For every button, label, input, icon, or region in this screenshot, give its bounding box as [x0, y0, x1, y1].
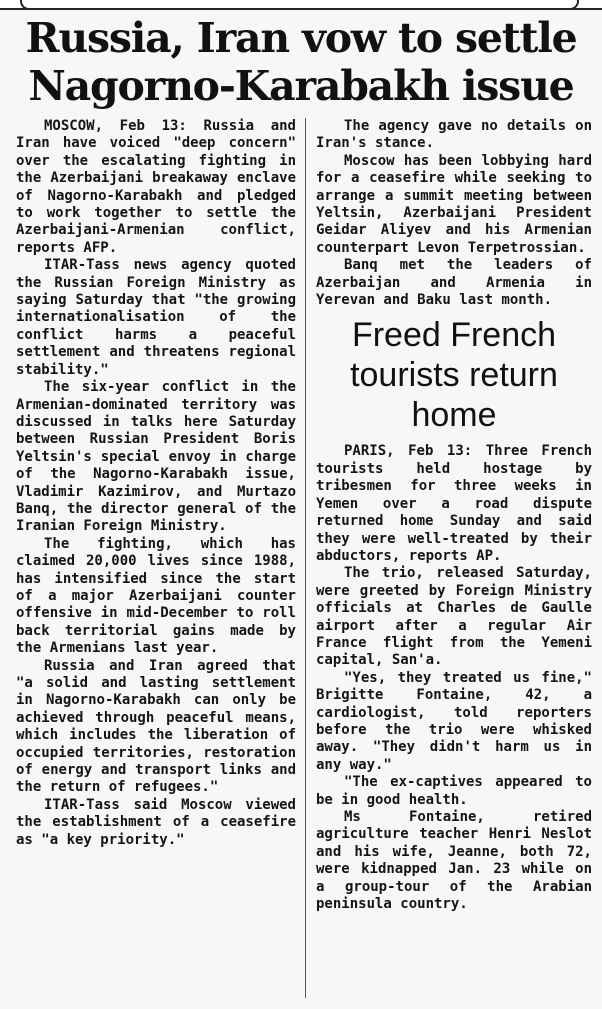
- article-paragraph: Russia and Iran agreed that "a solid and lasting settlement in Nagorno-Karabakh can only be achieved through peaceful means, which includes the liberation of occupied territories, restoration of energy and transport links and the return of refugees.": [16, 657, 296, 796]
- article-paragraph: The six-year conflict in the Armenian-dominated territory was discussed in talks here Saturday between Russian President Boris Yeltsin's special envoy in charge of the Nagorno-Karabakh issue, Vladimir Kazimirov, and Murtazo Banq, the director general of the Iranian Foreign Ministry.: [16, 379, 296, 535]
- article-paragraph: The agency gave no details on Iran's stance.: [316, 118, 592, 152]
- article-paragraph: PARIS, Feb 13: Three French tourists held hostage by tribesmen for three weeks in Yemen over a road dispute returned home Sunday and said they were well-treated by their abductors, reports AP.: [316, 443, 592, 564]
- sub-headline-line-3: home: [411, 396, 497, 435]
- left-column: [16, 118, 296, 849]
- right-column: [316, 118, 592, 913]
- article-paragraph: Banq met the leaders of Azerbaijan and Armenia in Yerevan and Baku last month.: [316, 257, 592, 309]
- article-paragraph: Ms Fontaine, retired agriculture teacher Henri Neslot and his wife, Jeanne, both 72, were kidnapped Jan. 23 while on a group-tour of the Arabian peninsula country.: [316, 809, 592, 913]
- main-headline: [8, 14, 594, 110]
- top-border-frame: [20, 0, 579, 10]
- sub-headline-line-1: Freed French: [351, 316, 557, 355]
- article-paragraph: "The ex-captives appeared to be in good health.: [316, 774, 592, 808]
- article-paragraph: The fighting, which has claimed 20,000 lives since 1988, has intensified since the start of a major Azerbaijani counter offensive in mid-December to roll back territorial gains made by the Armenians last year.: [16, 535, 296, 657]
- article-paragraph: MOSCOW, Feb 13: Russia and Iran have voiced "deep concern" over the escalating fighting in the Azerbaijani breakaway enclave of Nagorno-Karabakh and pledged to work together to settle the Azerbaijani-Armenian conflict, reports AFP.: [16, 118, 296, 256]
- article-paragraph: ITAR-Tass said Moscow viewed the establishment of a ceasefire as "a key priority.": [16, 796, 296, 848]
- sub-headline-line-2: tourists return: [350, 356, 558, 395]
- column-divider: [305, 118, 306, 998]
- article-paragraph: ITAR-Tass news agency quoted the Russian Foreign Ministry as saying Saturday that "the growing internationalisation of the conflict harms a peaceful settlement and threatens regional stability.": [16, 257, 296, 378]
- article-paragraph: Moscow has been lobbying hard for a ceasefire while seeking to arrange a summit meeting between Yeltsin, Azerbaijani President Geidar Aliyev and his Armenian counterpart Levon Terpetrossian.: [316, 152, 592, 256]
- article-paragraph: "Yes, they treated us fine," Brigitte Fontaine, 42, a cardiologist, told reporters before the trio were whisked away. "They didn't harm us in any way.": [316, 669, 592, 773]
- sub-headline: [316, 315, 592, 435]
- article-paragraph: The trio, released Saturday, were greeted by Foreign Ministry officials at Charles de Gaulle airport after a regular Air France flight from the Yemeni capital, San'a.: [316, 565, 592, 669]
- main-headline-line-1: Russia, Iran vow to settle: [25, 14, 577, 62]
- main-headline-line-2: Nagorno-Karabakh issue: [28, 62, 574, 110]
